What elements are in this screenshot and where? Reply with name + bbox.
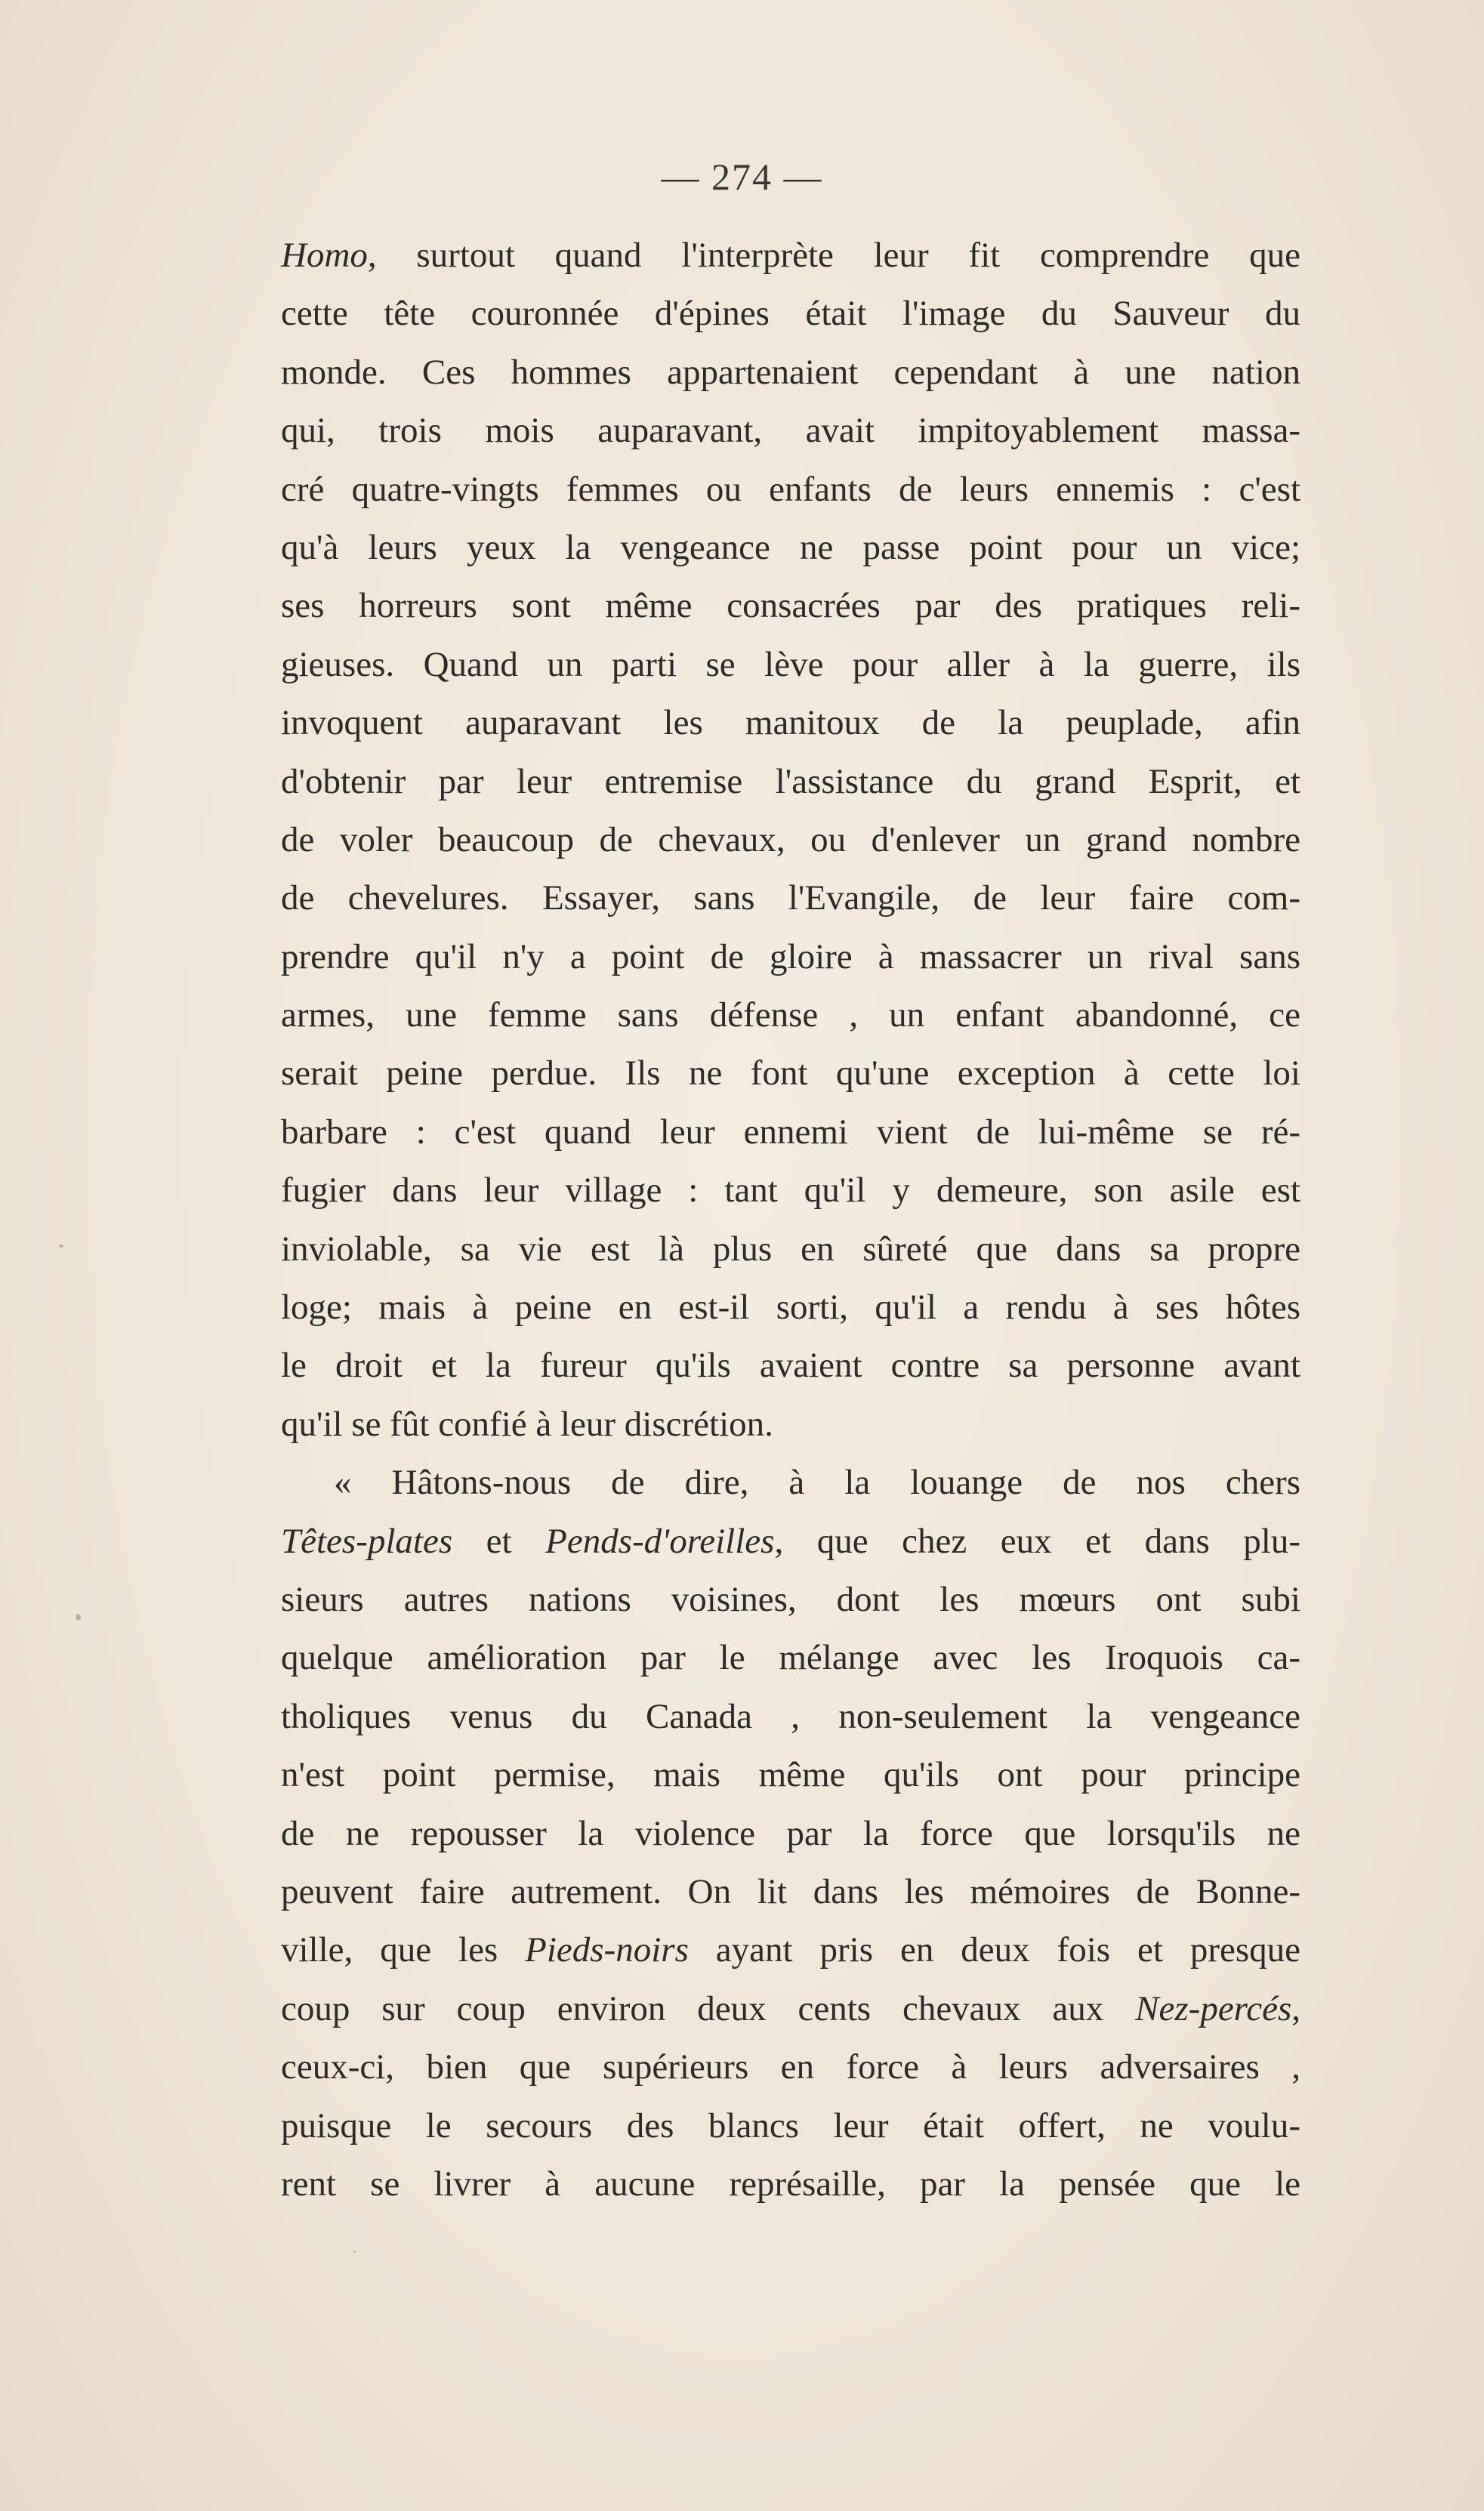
text-line <box>281 227 1300 285</box>
body-text <box>281 227 1300 2213</box>
text-segment: peuvent faire autrement. On lit dans les mémoires de Bonne- <box>281 1871 1300 1911</box>
paper-speck <box>76 1614 81 1621</box>
text-line <box>281 1103 1300 1161</box>
paper-speck <box>353 2250 356 2253</box>
text-segment: cette tête couronnée d'épines était l'image du Sauveur du <box>281 294 1300 334</box>
text-line <box>281 753 1300 811</box>
text-line <box>281 344 1300 402</box>
text-line <box>281 1571 1300 1629</box>
text-segment: gieuses. Quand un parti se lève pour aller à la guerre, ils <box>281 644 1300 684</box>
text-line <box>281 1513 1300 1571</box>
text-line <box>281 461 1300 519</box>
text-line <box>281 1980 1300 2038</box>
text-segment: cré quatre-vingts femmes ou enfants de leurs ennemis : c'est <box>281 469 1300 509</box>
text-segment: invoquent auparavant les manitoux de la peuplade, afin <box>281 703 1300 743</box>
text-segment: inviolable, sa vie est là plus en sûreté que dans sa propre <box>281 1229 1300 1269</box>
text-segment: ayant pris en deux fois et presque <box>688 1930 1300 1970</box>
text-line <box>281 694 1300 752</box>
text-segment: rent se livrer à aucune représaille, par la pensée que le <box>281 2164 1300 2204</box>
text-segment: serait peine perdue. Ils ne font qu'une exception à cette loi <box>281 1053 1300 1094</box>
text-line <box>281 636 1300 694</box>
text-line <box>281 1044 1300 1103</box>
text-line <box>281 577 1300 635</box>
italic-text: Pieds-noirs <box>525 1930 689 1970</box>
text-line <box>281 402 1300 460</box>
text-segment: de chevelures. Essayer, sans l'Evangile, de leur faire com- <box>281 878 1300 918</box>
text-line <box>281 1220 1300 1279</box>
text-segment: loge; mais à peine en est-il sorti, qu'il a rendu à ses hôtes <box>281 1288 1300 1328</box>
text-segment: n'est point permise, mais même qu'ils ont pour principe <box>281 1755 1300 1795</box>
text-segment: qui, trois mois auparavant, avait impitoyablement massa- <box>281 411 1300 451</box>
text-segment: qu'il se fût confié à leur discrétion. <box>281 1404 773 1444</box>
text-line <box>281 285 1300 343</box>
text-segment: « Hâtons-nous de dire, à la louange de nos chers <box>334 1463 1300 1503</box>
text-line <box>281 1454 1300 1512</box>
text-segment: armes, une femme sans défense , un enfant abandonné, ce <box>281 995 1300 1035</box>
italic-text: Homo <box>281 236 368 275</box>
text-segment: sieurs autres nations voisines, dont les mœurs ont subi <box>281 1579 1300 1619</box>
text-segment: de voler beaucoup de chevaux, ou d'enlever un grand nombre <box>281 819 1300 859</box>
text-segment: ses horreurs sont même consacrées par des pratiques reli- <box>281 586 1300 626</box>
text-line <box>281 1921 1300 1979</box>
text-line <box>281 1746 1300 1804</box>
text-line <box>281 1629 1300 1687</box>
italic-text: Têtes-plates <box>281 1521 453 1561</box>
text-segment: puisque le secours des blancs leur était offert, ne voulu- <box>281 2105 1300 2145</box>
text-line <box>281 869 1300 927</box>
text-segment: coup sur coup environ deux cents chevaux aux <box>281 1988 1136 2028</box>
text-segment: barbare : c'est quand leur ennemi vient de lui-même se ré- <box>281 1112 1300 1152</box>
text-line <box>281 1863 1300 1921</box>
italic-text: Nez-percés <box>1135 1988 1292 2028</box>
text-line <box>281 519 1300 577</box>
text-line <box>281 1279 1300 1337</box>
text-line <box>281 1396 1300 1454</box>
text-segment: , surtout quand l'interprète leur fit comprendre que <box>367 236 1300 275</box>
text-segment: le droit et la fureur qu'ils avaient contre sa personne avant <box>281 1346 1300 1386</box>
text-line <box>281 928 1300 986</box>
text-segment: d'obtenir par leur entremise l'assistance du grand Esprit, et <box>281 761 1300 801</box>
text-line <box>281 2155 1300 2213</box>
text-segment: de ne repousser la violence par la force que lorsqu'ils ne <box>281 1813 1300 1853</box>
text-line <box>281 1688 1300 1746</box>
text-line <box>281 1337 1300 1395</box>
text-line <box>281 986 1300 1044</box>
text-segment: , <box>1291 1988 1300 2028</box>
text-segment: monde. Ces hommes appartenaient cependant à une nation <box>281 352 1300 392</box>
text-line <box>281 2038 1300 2096</box>
text-line <box>281 811 1300 869</box>
text-segment: ville, que les <box>281 1930 526 1970</box>
text-segment: tholiques venus du Canada , non-seulement la vengeance <box>281 1696 1300 1736</box>
text-segment: fugier dans leur village : tant qu'il y demeure, son asile est <box>281 1171 1300 1211</box>
text-segment: qu'à leurs yeux la vengeance ne passe point pour un vice; <box>281 527 1300 567</box>
paper-speck <box>59 1245 63 1248</box>
text-line <box>281 1161 1300 1220</box>
text-segment: ceux-ci, bien que supérieurs en force à leurs adversaires , <box>281 2047 1300 2087</box>
text-segment: et <box>452 1521 546 1561</box>
text-segment: quelque amélioration par le mélange avec les Iroquois ca- <box>281 1638 1300 1678</box>
text-segment: , que chez eux et dans plu- <box>774 1521 1300 1561</box>
italic-text: Pends-d'oreilles <box>545 1521 775 1561</box>
page-number: — 274 — <box>661 156 823 198</box>
text-line <box>281 2097 1300 2155</box>
text-segment: prendre qu'il n'y a point de gloire à massacrer un rival sans <box>281 936 1300 976</box>
text-line <box>281 1805 1300 1863</box>
